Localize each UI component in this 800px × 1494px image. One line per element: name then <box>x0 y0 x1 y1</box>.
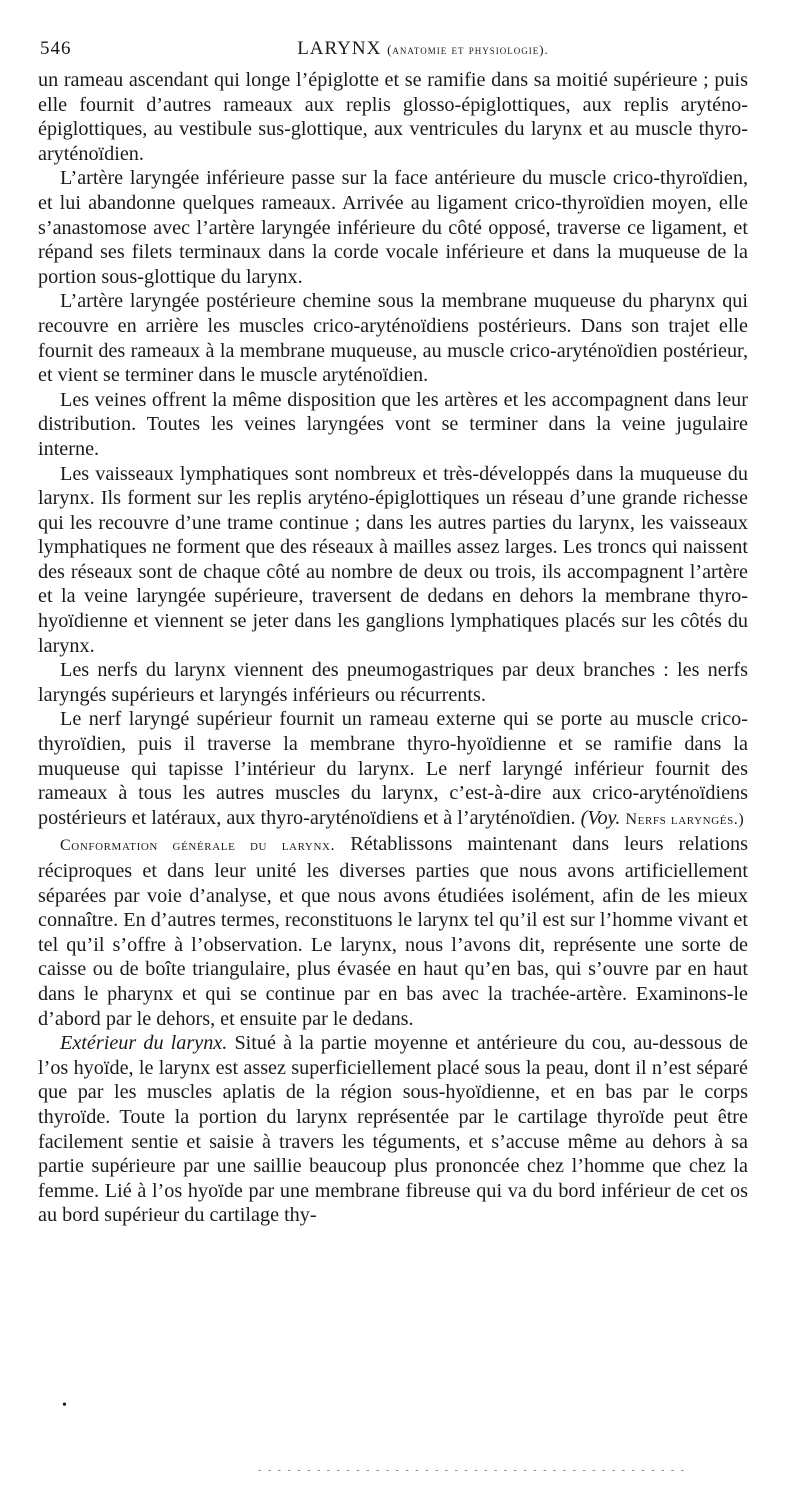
paragraph-arteries-posterior: L’artère laryngée postérieure chemine sous la membrane muqueuse du pharynx qui recouvre en arrière les muscles crico-aryténoïdiens postérieurs. Dans son trajet elle fournit des rameaux à la membrane muqueuse, au muscle crico-aryténoïdien postérieur, et vient se terminer dans le muscle aryténoïdien. <box>38 290 748 387</box>
paragraph-nerve-superior <box>38 707 748 832</box>
footer-mark: • <box>62 1398 67 1413</box>
paragraph-conformation <box>38 832 748 1031</box>
paragraph-arteries-inferior: L’artère laryngée inférieure passe sur la face antérieure du muscle crico-thyroïdien, et lui abandonne quelques rameaux. Arrivée au ligament crico-thyroïdien moyen, elle s’anastomose avec l’artère laryngée inférieure du côté opposé, traverse ce ligament, et répand ses filets terminaux dans la corde vocale inférieure et dans la muqueuse de la portion sous-glottique du larynx. <box>38 167 748 288</box>
conformation-text: Rétablissons maintenant dans leurs relations réciproques et dans leur unité les diverses parties que nous avons artificiellement séparées par voie d’analyse, et que nous avons étudiées isolément, afin de les mieux connaître. En d’autres termes, reconstituons le larynx tel qu’il est sur l’homme vivant et tel qu’il s’offre à l’observation. Le larynx, nous l’avons dit, représente une sorte de caisse ou de boîte triangulaire, plus évasée en haut qu’en bas, qui s’ouvre par en haut dans le pharynx et qui se continue par en bas avec la trachée-artère. Examinons-le d’abord par le dehors, et ensuite par le dedans. <box>38 833 749 1030</box>
section-heading-exterieur: Extérieur du larynx. <box>60 1032 228 1055</box>
running-head <box>38 38 748 68</box>
voy-prefix: (Voy. <box>580 806 621 829</box>
paragraph-lymphatics: Les vaisseaux lymphatiques sont nombreux et très-développés dans la muqueuse du larynx. Ils forment sur les replis aryténo-épiglottiques un réseau d’une grande richesse qui les recouvre d’une trame continue ; dans les autres parties du larynx, les vaisseaux lymphatiques ne forment que des réseaux à mailles assez larges. Les troncs qui naissent des réseaux sont de chaque côté au nombre de deux ou trois, ils accompagnent l’artère et la veine laryngée supérieure, traversent de dedans en dehors la membrane thyro-hyoïdienne et viennent se jeter dans les ganglions lymphatiques placés sur les côtés du larynx. <box>38 462 748 657</box>
page-number: 546 <box>40 38 72 59</box>
running-title-main: LARYNX <box>297 38 382 59</box>
paragraph-veins: Les veines offrent la même disposition que les artères et les accompagnent dans leur distribution. Toutes les veines laryngées vont se terminer dans la veine jugulaire interne. <box>38 388 748 460</box>
running-title <box>38 38 748 60</box>
voy-label: Nerfs laryngés.) <box>625 810 745 828</box>
running-title-sub: (anatomie et physiologie). <box>387 42 549 57</box>
footer-faint-rule: - - - - - - - - - - - - - - - - - - - - - - - - - - - - - - - - - - - - - - - - - - - - <box>258 1465 687 1476</box>
exterieur-text: Situé à la partie moyenne et antérieure du cou, au-dessous de l’os hyoïde, le larynx est assez superficiellement placé sous la peau, dont il n’est séparé que par les muscles aplatis de la région sous-hyoïdienne, et en bas par le corps thyroïde. Toute la portion du larynx représentée par le cartilage thyroïde peut être facilement sentie et saisie à travers les téguments, et s’accuse même au dehors à sa partie supérieure par une saillie beaucoup plus prononcée chez l’homme que chez la femme. Lié à l’os hyoïde par une membrane fibreuse qui va du bord inférieur de cet os au bord supérieur du cartilage thy- <box>38 1032 749 1227</box>
paragraph-exterieur <box>38 1031 748 1228</box>
section-heading-conformation: Conformation générale du larynx. <box>60 837 336 855</box>
paragraph-nerves: Les nerfs du larynx viennent des pneumogastriques par deux branches : les nerfs laryngés supérieurs et laryngés inférieurs ou récurrents. <box>38 659 748 706</box>
paragraph-continuation: un rameau ascendant qui longe l’épiglotte et se ramifie dans sa moitié supérieure ; puis elle fournit d’autres rameaux aux replis glosso-épiglottiques, aux replis aryténo-épiglottiques, au vestibule sus-glottique, aux ventricules du larynx et au muscle thyro-aryténoïdien. <box>38 69 748 165</box>
body-text <box>38 68 748 1228</box>
nerve-superior-text: Le nerf laryngé supérieur fournit un rameau externe qui se porte au muscle crico-thyroïdien, puis il traverse la membrane thyro-hyoïdienne et se ramifie dans la muqueuse qui tapisse l’intérieur du larynx. Le nerf laryngé inférieur fournit des rameaux à tous les autres muscles du larynx, c’est-à-dire aux crico-aryténoïdiens postérieurs et latéraux, aux thyro-aryténoïdiens et à l’aryténoïdien. <box>38 708 748 829</box>
